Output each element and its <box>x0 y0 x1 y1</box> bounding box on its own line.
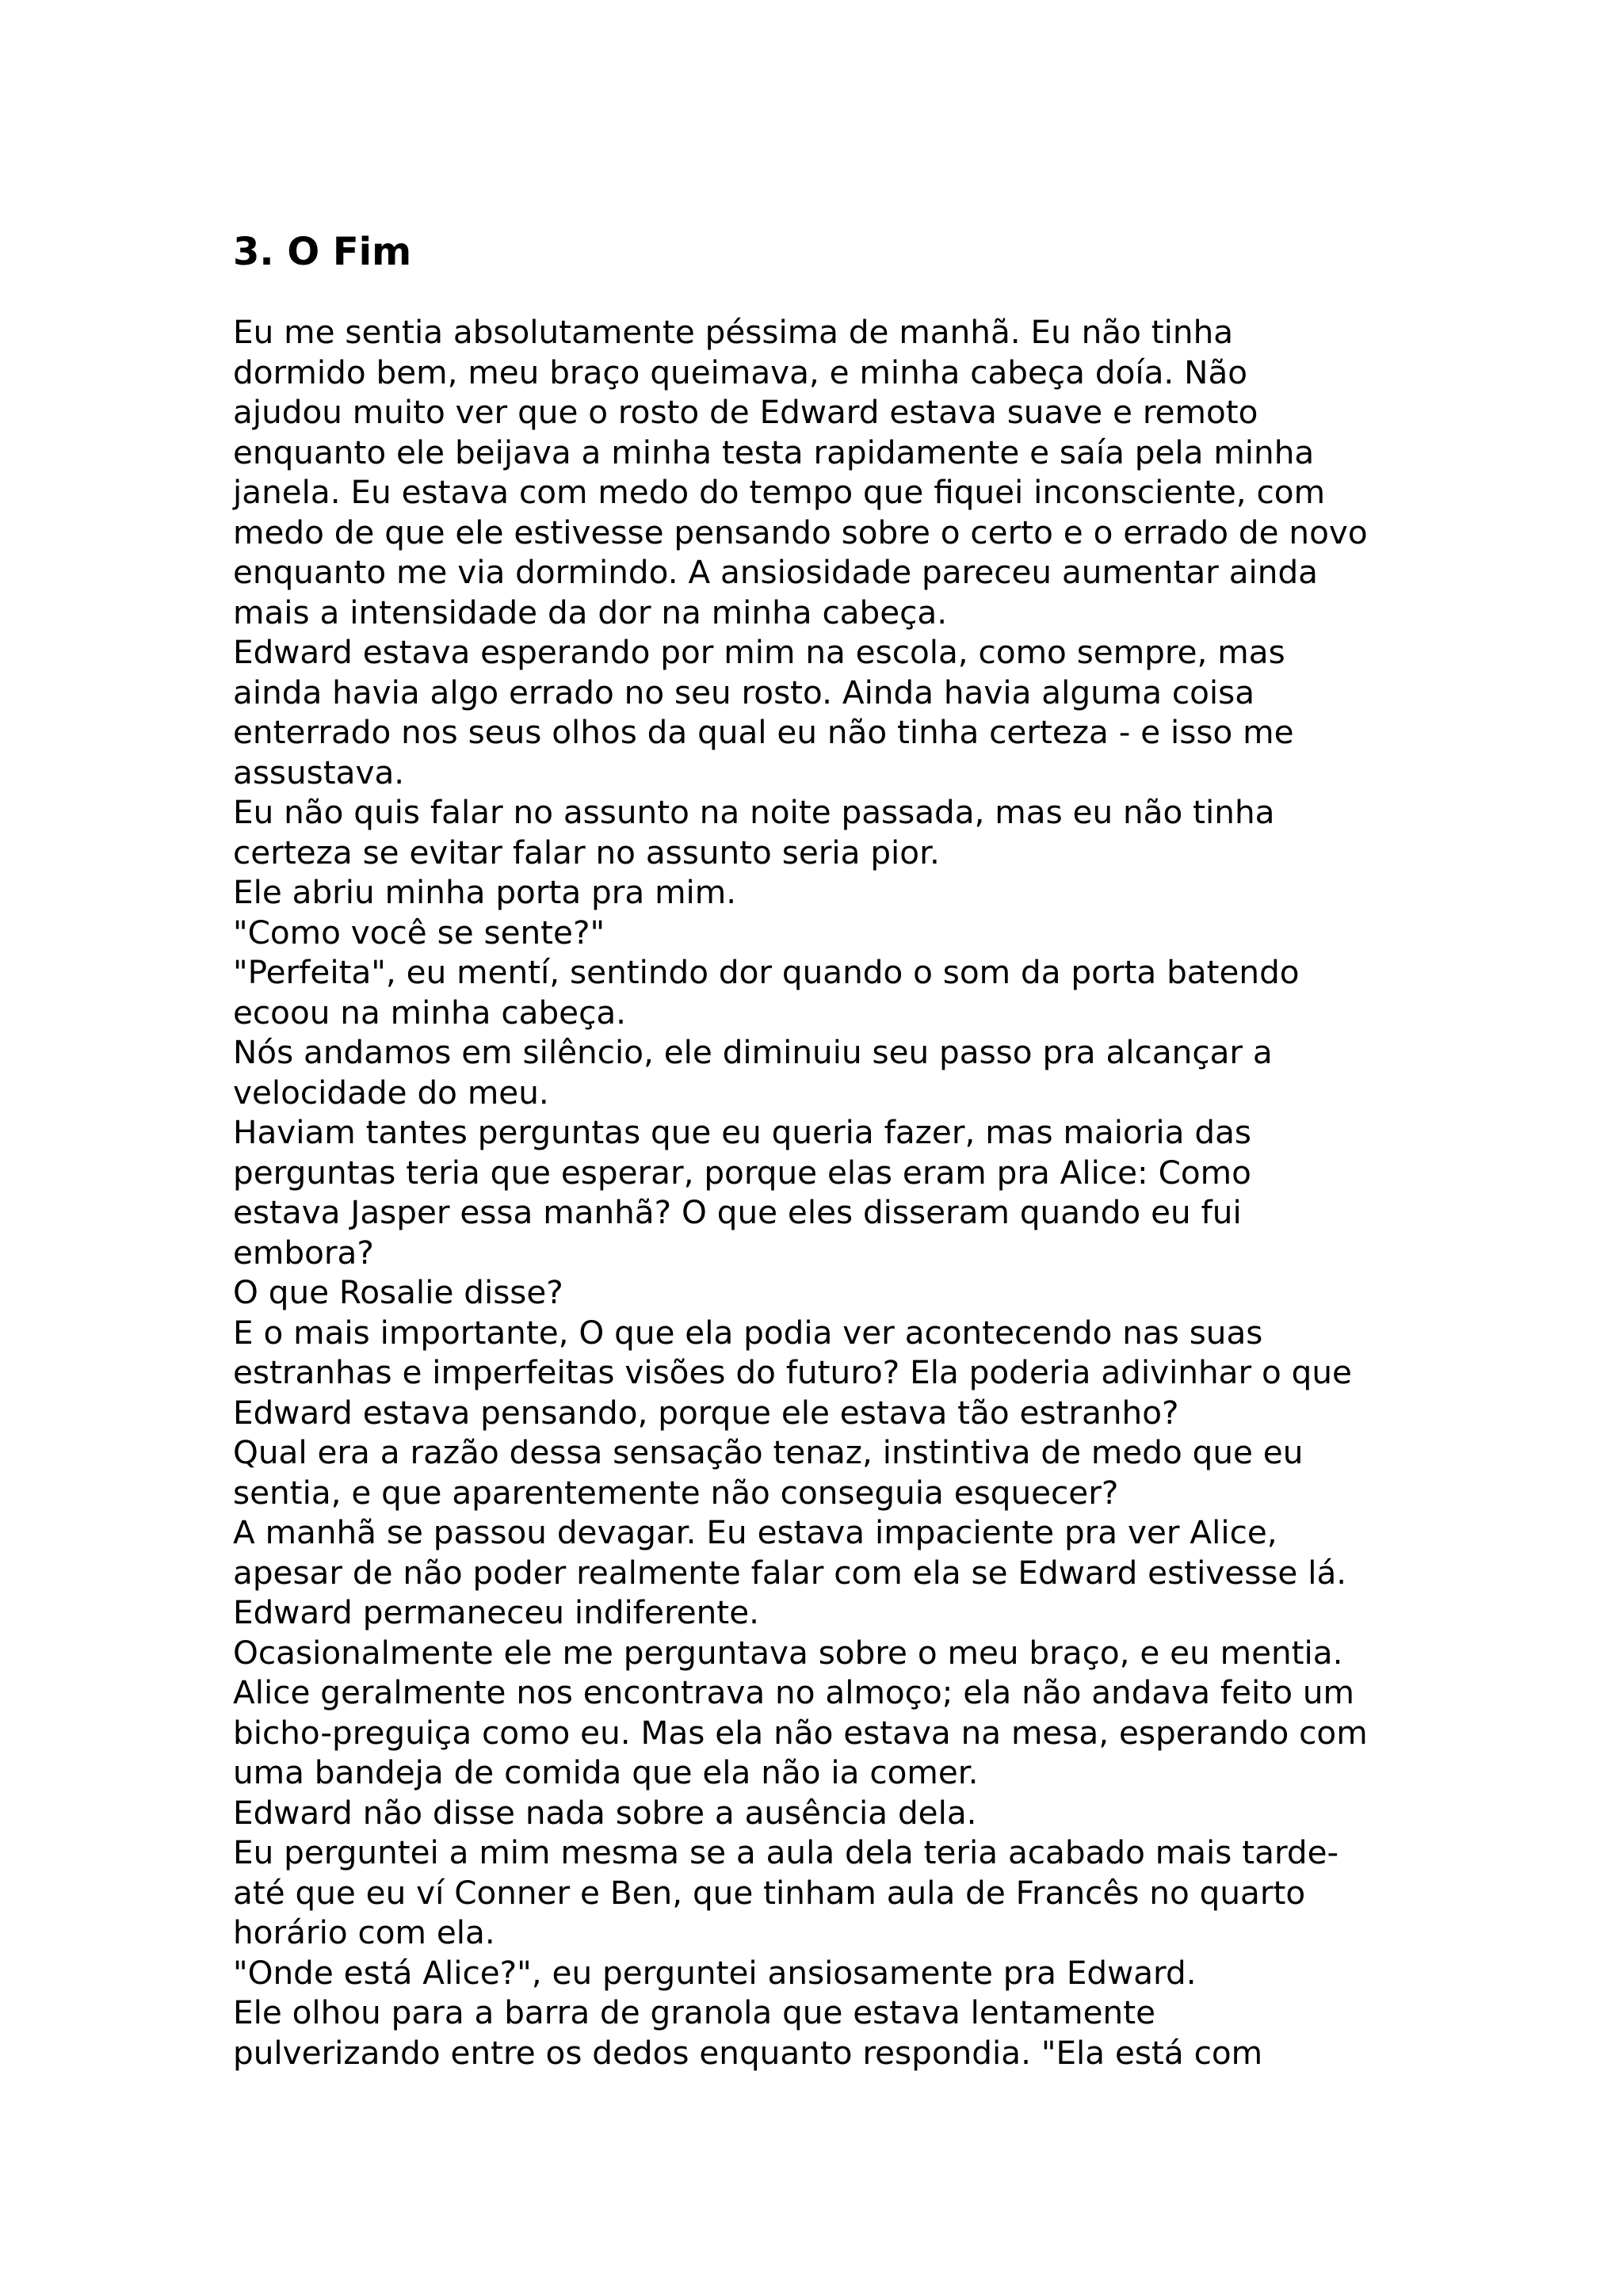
text-line: "Perfeita", eu mentí, sentindo dor quando o som da porta batendo <box>233 953 1300 991</box>
text-line: assustava. <box>233 753 405 791</box>
text-line: Eu me sentia absolutamente péssima de manhã. Eu não tinha <box>233 313 1234 351</box>
text-line: mais a intensidade da dor na minha cabeça. <box>233 593 948 631</box>
text-line: sentia, e que aparentemente não conseguia esquecer? <box>233 1473 1119 1512</box>
text-line: "Onde está Alice?", eu perguntei ansiosamente pra Edward. <box>233 1953 1197 1992</box>
text-line: Alice geralmente nos encontrava no almoço; ela não andava feito um <box>233 1673 1354 1711</box>
text-line: estranhas e imperfeitas visões do futuro? Ela poderia adivinhar o que <box>233 1353 1352 1391</box>
text-line: até que eu ví Conner e Ben, que tinham aula de Francês no quarto <box>233 1873 1306 1912</box>
text-line: uma bandeja de comida que ela não ia comer. <box>233 1753 979 1791</box>
text-line: enquanto me via dormindo. A ansiosidade pareceu aumentar ainda <box>233 553 1318 591</box>
text-line: O que Rosalie disse? <box>233 1273 563 1311</box>
text-line: Edward estava pensando, porque ele estava tão estranho? <box>233 1393 1179 1432</box>
text-line: A manhã se passou devagar. Eu estava impaciente pra ver Alice, <box>233 1513 1277 1551</box>
text-line: Edward permaneceu indiferente. <box>233 1593 759 1631</box>
chapter-heading: 3. O Fim <box>233 230 412 274</box>
text-line: "Como você se sente?" <box>233 913 605 952</box>
text-line: dormido bem, meu braço queimava, e minha cabeça doía. Não <box>233 353 1248 391</box>
text-line: perguntas teria que esperar, porque elas eram pra Alice: Como <box>233 1153 1251 1192</box>
text-line: Ele abriu minha porta pra mim. <box>233 873 737 911</box>
text-line: janela. Eu estava com medo do tempo que fiquei inconsciente, com <box>233 473 1326 511</box>
text-line: velocidade do meu. <box>233 1073 549 1112</box>
text-line: Ocasionalmente ele me perguntava sobre o meu braço, e eu mentia. <box>233 1633 1343 1672</box>
text-line: enterrado nos seus olhos da qual eu não tinha certeza - e isso me <box>233 713 1294 751</box>
text-line: Edward não disse nada sobre a ausência dela. <box>233 1793 977 1832</box>
text-line: estava Jasper essa manhã? O que eles disseram quando eu fui <box>233 1193 1242 1231</box>
text-line: certeza se evitar falar no assunto seria pior. <box>233 833 940 871</box>
text-line: bicho-preguiça como eu. Mas ela não estava na mesa, esperando com <box>233 1713 1368 1752</box>
text-line: Edward estava esperando por mim na escola, como sempre, mas <box>233 633 1285 671</box>
text-line: Nós andamos em silêncio, ele diminuiu seu passo pra alcançar a <box>233 1033 1273 1071</box>
text-line: ajudou muito ver que o rosto de Edward estava suave e remoto <box>233 393 1258 431</box>
text-line: medo de que ele estivesse pensando sobre o certo e o errado de novo <box>233 513 1368 551</box>
text-line: Eu perguntei a mim mesma se a aula dela teria acabado mais tarde- <box>233 1833 1339 1871</box>
text-line: E o mais importante, O que ela podia ver acontecendo nas suas <box>233 1313 1263 1352</box>
text-line: embora? <box>233 1233 374 1272</box>
body-text <box>233 312 1422 2073</box>
text-line: pulverizando entre os dedos enquanto respondia. "Ela está com <box>233 2033 1263 2072</box>
text-line: Qual era a razão dessa sensação tenaz, instintiva de medo que eu <box>233 1433 1304 1471</box>
text-line: apesar de não poder realmente falar com ela se Edward estivesse lá. <box>233 1553 1347 1592</box>
text-line: Haviam tantes perguntas que eu queria fazer, mas maioria das <box>233 1113 1251 1151</box>
text-line: horário com ela. <box>233 1913 495 1951</box>
text-line: ainda havia algo errado no seu rosto. Ainda havia alguma coisa <box>233 673 1255 711</box>
text-line: Ele olhou para a barra de granola que estava lentamente <box>233 1993 1155 2031</box>
text-line: Eu não quis falar no assunto na noite passada, mas eu não tinha <box>233 793 1275 831</box>
text-line: enquanto ele beijava a minha testa rapidamente e saía pela minha <box>233 433 1315 471</box>
text-line: ecoou na minha cabeça. <box>233 993 627 1032</box>
